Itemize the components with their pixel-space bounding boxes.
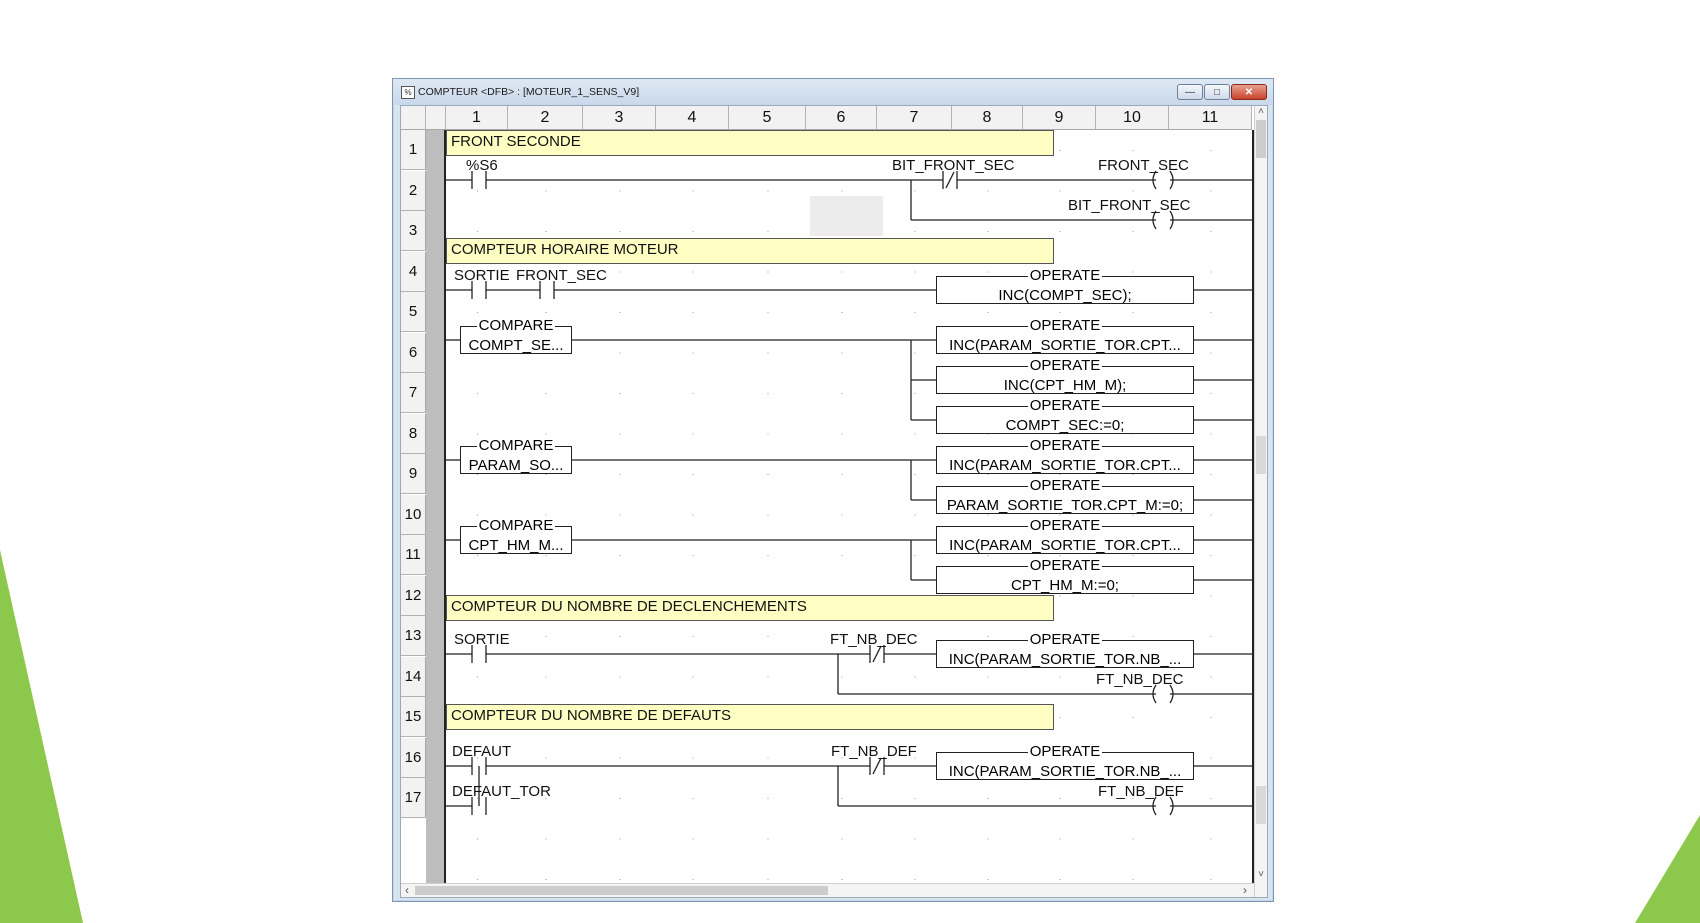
compare-title: COMPARE: [478, 437, 554, 454]
rung-selection-strip[interactable]: [426, 130, 444, 897]
contact-ft-nb-def[interactable]: FT_NB_DEF: [831, 743, 917, 760]
operate-block[interactable]: [936, 317, 1194, 354]
row-header[interactable]: 13: [401, 616, 426, 656]
vertical-scroll-thumb[interactable]: [1256, 120, 1266, 158]
operate-expr: INC(PARAM_SORTIE_TOR.CPT...: [949, 538, 1181, 554]
row-header[interactable]: 3: [401, 211, 426, 251]
column-header[interactable]: 4: [656, 106, 729, 130]
vertical-scrollbar[interactable]: [1254, 106, 1267, 897]
compare-expr: CPT_HM_M...: [468, 538, 564, 554]
operate-title: OPERATE: [1029, 397, 1101, 414]
compare-title: COMPARE: [478, 517, 554, 534]
row-header[interactable]: 5: [401, 292, 426, 332]
close-button[interactable]: ✕: [1231, 84, 1267, 100]
window-title: COMPTEUR <DFB> : [MOTEUR_1_SENS_V9]: [418, 86, 640, 98]
compare-title: COMPARE: [478, 317, 554, 334]
operate-block[interactable]: [936, 631, 1194, 668]
operate-title: OPERATE: [1029, 517, 1101, 534]
operate-title: OPERATE: [1029, 631, 1101, 648]
contact-bit-front-sec[interactable]: BIT_FRONT_SEC: [892, 157, 1015, 174]
column-header[interactable]: 3: [583, 106, 656, 130]
row-header[interactable]: 12: [401, 576, 426, 616]
scroll-left-arrow[interactable]: ‹: [405, 883, 409, 897]
operate-block[interactable]: [936, 477, 1194, 514]
column-header[interactable]: 8: [952, 106, 1023, 130]
row-header[interactable]: 1: [401, 130, 426, 170]
operate-title: OPERATE: [1029, 267, 1101, 284]
comment-compteur-declenchements[interactable]: COMPTEUR DU NOMBRE DE DECLENCHEMENTS: [446, 595, 1054, 621]
row-header[interactable]: 9: [401, 454, 426, 494]
contact-front-sec[interactable]: FRONT_SEC: [516, 267, 607, 284]
horizontal-scroll-thumb[interactable]: [415, 886, 828, 895]
scroll-up-arrow[interactable]: ˄: [1258, 106, 1264, 117]
compare-block[interactable]: [460, 317, 572, 354]
comment-compteur-defauts[interactable]: COMPTEUR DU NOMBRE DE DEFAUTS: [446, 704, 1054, 730]
app-icon: %: [401, 86, 415, 99]
vertical-scroll-mark: [1256, 786, 1266, 824]
operate-block[interactable]: [936, 437, 1194, 474]
row-header[interactable]: 4: [401, 252, 426, 292]
comment-front-seconde[interactable]: FRONT SECONDE: [446, 130, 1054, 156]
compare-block[interactable]: [460, 517, 572, 554]
coil-front-sec[interactable]: FRONT_SEC: [1098, 157, 1189, 174]
operate-expr: INC(COMPT_SEC);: [998, 288, 1132, 304]
scroll-down-arrow[interactable]: ˅: [1258, 869, 1264, 880]
row-header[interactable]: 11: [401, 535, 426, 575]
row-header[interactable]: 17: [401, 778, 426, 818]
row-header[interactable]: 7: [401, 373, 426, 413]
operate-block[interactable]: [936, 743, 1194, 780]
row-header[interactable]: 14: [401, 657, 426, 697]
operate-title: OPERATE: [1029, 557, 1101, 574]
column-header[interactable]: 9: [1023, 106, 1096, 130]
column-header[interactable]: 11: [1169, 106, 1252, 130]
row-header[interactable]: 16: [401, 738, 426, 778]
operate-expr: INC(PARAM_SORTIE_TOR.CPT...: [949, 338, 1181, 354]
row-header[interactable]: 2: [401, 171, 426, 211]
operate-expr: COMPT_SEC:=0;: [1005, 418, 1125, 434]
operate-block[interactable]: [936, 517, 1194, 554]
contact-defaut-tor[interactable]: DEFAUT_TOR: [452, 783, 551, 800]
row-header[interactable]: 15: [401, 697, 426, 737]
coil-bit-front-sec[interactable]: BIT_FRONT_SEC: [1068, 197, 1191, 214]
operate-expr: PARAM_SORTIE_TOR.CPT_M:=0;: [946, 498, 1184, 514]
column-header[interactable]: 10: [1096, 106, 1169, 130]
column-header[interactable]: 2: [508, 106, 583, 130]
contact-defaut[interactable]: DEFAUT: [452, 743, 512, 760]
compare-block[interactable]: [460, 437, 572, 474]
coil-ft-nb-dec[interactable]: FT_NB_DEC: [1096, 671, 1184, 688]
operate-expr: INC(PARAM_SORTIE_TOR.NB_...: [948, 764, 1182, 780]
ladder-editor-window: [392, 78, 1274, 902]
operate-title: OPERATE: [1029, 437, 1101, 454]
grid-corner: [401, 106, 446, 130]
contact-s6[interactable]: %S6: [466, 157, 498, 174]
operate-expr: INC(CPT_HM_M);: [1003, 378, 1127, 394]
column-header[interactable]: 6: [806, 106, 877, 130]
operate-block[interactable]: [936, 557, 1194, 594]
operate-title: OPERATE: [1029, 477, 1101, 494]
contact-ft-nb-dec[interactable]: FT_NB_DEC: [830, 631, 918, 648]
operate-expr: CPT_HM_M:=0;: [1011, 578, 1119, 594]
comment-compteur-horaire[interactable]: COMPTEUR HORAIRE MOTEUR: [446, 238, 1054, 264]
row-header[interactable]: 10: [401, 495, 426, 535]
row-header[interactable]: 6: [401, 333, 426, 373]
operate-expr: INC(PARAM_SORTIE_TOR.CPT...: [949, 458, 1181, 474]
column-header[interactable]: 1: [446, 106, 508, 130]
row-header[interactable]: 8: [401, 414, 426, 454]
column-header[interactable]: 5: [729, 106, 806, 130]
operate-block[interactable]: [936, 357, 1194, 394]
column-header[interactable]: 7: [877, 106, 952, 130]
operate-block[interactable]: [936, 397, 1194, 434]
horizontal-scrollbar[interactable]: [401, 883, 1254, 897]
operate-block[interactable]: [936, 267, 1194, 304]
contact-sortie[interactable]: SORTIE: [454, 267, 510, 284]
compare-expr: COMPT_SE...: [468, 338, 564, 354]
operate-expr: INC(PARAM_SORTIE_TOR.NB_...: [948, 652, 1182, 668]
maximize-button[interactable]: □: [1204, 84, 1230, 100]
coil-ft-nb-def[interactable]: FT_NB_DEF: [1098, 783, 1184, 800]
minimize-button[interactable]: —: [1177, 84, 1203, 100]
contact-sortie-14[interactable]: SORTIE: [454, 631, 510, 648]
scroll-right-arrow[interactable]: ›: [1243, 883, 1247, 897]
vertical-scroll-mark: [1256, 436, 1266, 474]
ladder-diagram-area[interactable]: [400, 105, 1268, 898]
operate-title: OPERATE: [1029, 743, 1101, 760]
title-bar[interactable]: [393, 79, 1273, 105]
compare-expr: PARAM_SO...: [468, 458, 564, 474]
operate-title: OPERATE: [1029, 317, 1101, 334]
operate-title: OPERATE: [1029, 357, 1101, 374]
